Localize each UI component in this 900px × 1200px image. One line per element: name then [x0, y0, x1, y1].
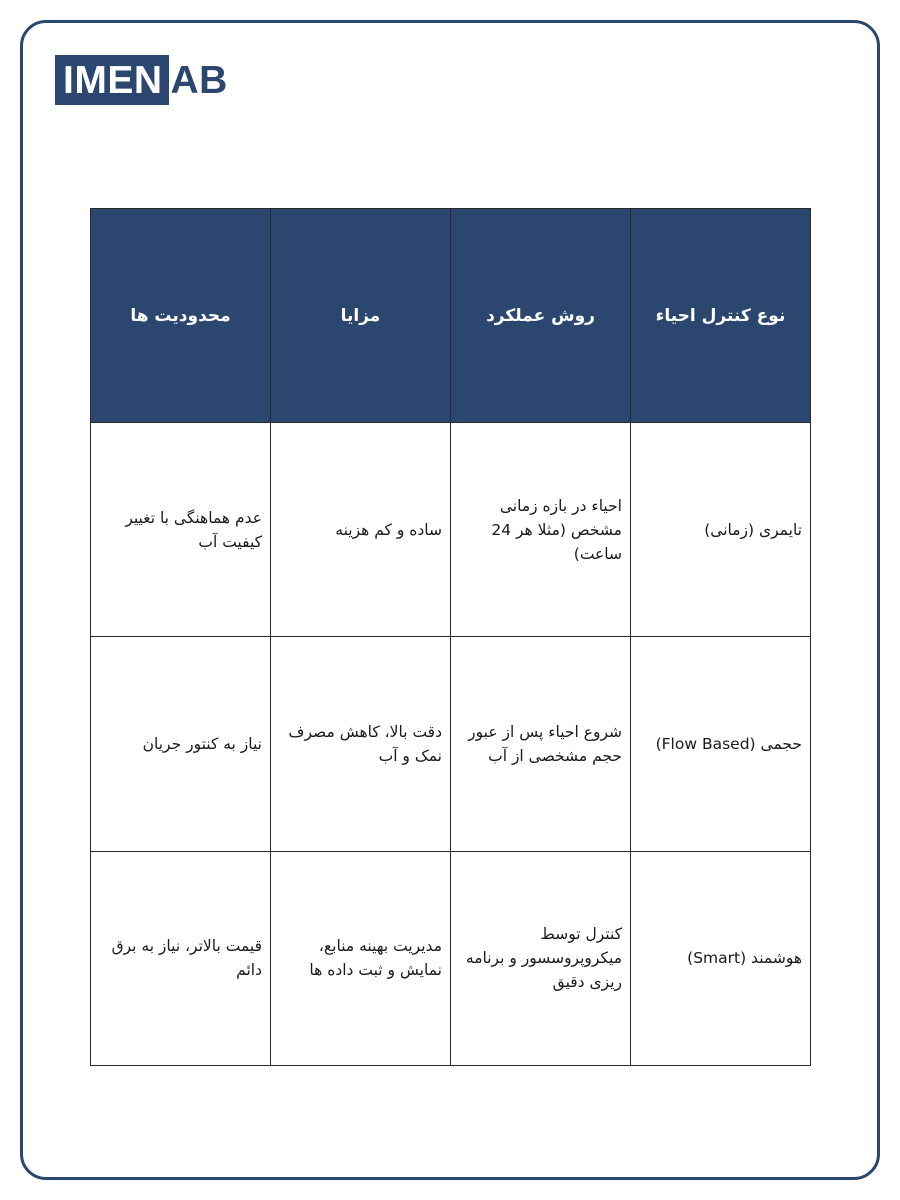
cell-control-type: هوشمند (Smart) [631, 851, 811, 1065]
cell-operation-method: کنترل توسط میکروپروسسور و برنامه ریزی دقیق [451, 851, 631, 1065]
cell-limitations: نیاز به کنتور جریان [91, 637, 271, 851]
header-limitations: محدودیت ها [91, 209, 271, 423]
regeneration-control-table [90, 208, 811, 1066]
table-row [91, 423, 811, 637]
cell-limitations: عدم هماهنگی با تغییر کیفیت آب [91, 423, 271, 637]
header-advantages: مزایا [271, 209, 451, 423]
header-control-type: نوع کنترل احیاء [631, 209, 811, 423]
cell-limitations: قیمت بالاتر، نیاز به برق دائم [91, 851, 271, 1065]
logo-boxed-text: IMEN [55, 55, 169, 105]
cell-operation-method: شروع احیاء پس از عبور حجم مشخصی از آب [451, 637, 631, 851]
cell-control-type: تایمری (زمانی) [631, 423, 811, 637]
logo-rest-text: AB [170, 58, 228, 102]
imenab-logo [55, 55, 228, 105]
header-operation-method: روش عملکرد [451, 209, 631, 423]
cell-advantages: ساده و کم هزینه [271, 423, 451, 637]
cell-advantages: مدیریت بهینه منابع، نمایش و ثبت داده ها [271, 851, 451, 1065]
cell-control-type: حجمی (Flow Based) [631, 637, 811, 851]
table-header-row [91, 209, 811, 423]
table-row [91, 851, 811, 1065]
cell-advantages: دقت بالا، کاهش مصرف نمک و آب [271, 637, 451, 851]
table-row [91, 637, 811, 851]
cell-operation-method: احیاء در بازه زمانی مشخص (مثلا هر 24 ساعت) [451, 423, 631, 637]
